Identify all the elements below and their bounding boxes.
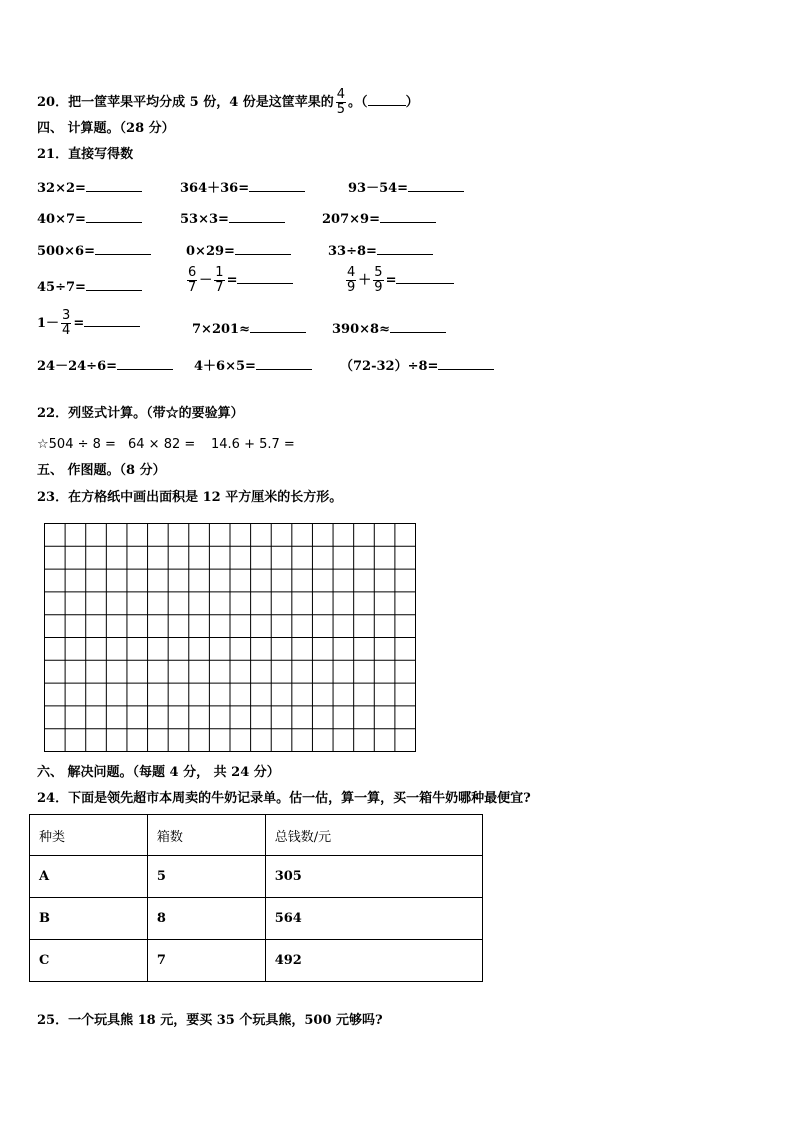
fraction: $\frac{1}{7}$: [215, 265, 224, 295]
calc-item-fraction: 1－ $\frac{3}{4}$ =: [37, 309, 140, 338]
calc-item: 364＋36=: [180, 177, 305, 197]
question-20: 20．把一筐苹果平均分成 5 份，4 份是这筐苹果的 $\frac{4}{5}$ 。（ ）: [37, 87, 419, 117]
fraction: $\frac{4}{9}$: [347, 265, 356, 295]
table-row: [30, 856, 483, 898]
milk-sales-table: [29, 814, 483, 982]
question-21-title: 21．直接写得数: [37, 147, 134, 162]
section-4-title: 四、 计算题。（28 分）: [37, 121, 175, 136]
table-cell: 7: [147, 940, 265, 982]
table-header-row: [30, 815, 483, 856]
fraction: $\frac{6}{7}$: [188, 265, 197, 295]
table-row: [30, 898, 483, 940]
question-22-title: 22．列竖式计算。（带☆的要验算）: [37, 406, 244, 421]
calc-item-fraction: $\frac{4}{9}$ ＋ $\frac{5}{9}$ =: [344, 266, 454, 295]
vertical-calc-item: ☆504 ÷ 8 =: [37, 437, 116, 452]
calc-item: 0×29=: [186, 240, 291, 260]
table-cell: 492: [265, 940, 482, 982]
grid-paper[interactable]: [44, 523, 416, 752]
calc-item: 7×201≈: [192, 318, 306, 338]
table-header-cell: 箱数: [147, 815, 265, 856]
calc-item: 40×7=: [37, 208, 142, 228]
table-row: [30, 940, 483, 982]
calc-item-fraction: $\frac{6}{7}$ － $\frac{1}{7}$ =: [185, 266, 293, 295]
question-24-title: 24．下面是领先超市本周卖的牛奶记录单。估一估，算一算，买一箱牛奶哪种最便宜?: [37, 791, 531, 806]
fraction-4-5: $\frac{4}{5}$: [336, 87, 346, 117]
table-cell: B: [30, 898, 148, 940]
table-cell: 8: [147, 898, 265, 940]
table-cell: 5: [147, 856, 265, 898]
fraction: $\frac{3}{4}$: [62, 308, 71, 338]
table-cell: C: [30, 940, 148, 982]
vertical-calc-item: 64 × 82 =: [128, 437, 196, 452]
calc-item: 500×6=: [37, 240, 151, 260]
question-25-title: 25．一个玩具熊 18 元，要买 35 个玩具熊，500 元够吗?: [37, 1013, 383, 1028]
calc-item: 33÷8=: [328, 240, 433, 260]
section-6-title: 六、 解决问题。（每题 4 分， 共 24 分）: [37, 765, 280, 780]
calc-item: 45÷7=: [37, 276, 142, 296]
calc-item: （72-32）÷8=: [340, 355, 494, 375]
calc-item: 53×3=: [180, 208, 285, 228]
table-header-cell: 种类: [30, 815, 148, 856]
table-header-cell: 总钱数/元: [265, 815, 482, 856]
calc-item: 390×8≈: [332, 318, 446, 338]
question-20-text: 20．把一筐苹果平均分成 5 份，4 份是这筐苹果的: [37, 95, 334, 110]
calc-item: 32×2=: [37, 177, 142, 197]
fraction: $\frac{5}{9}$: [374, 265, 383, 295]
table-cell: 564: [265, 898, 482, 940]
calc-item: 93－54=: [348, 177, 464, 197]
vertical-calc-item: 14.6 + 5.7 =: [211, 437, 295, 452]
answer-blank[interactable]: [368, 91, 406, 106]
calc-item: 4＋6×5=: [194, 355, 312, 375]
calc-item: 207×9=: [322, 208, 436, 228]
calc-item: 24－24÷6=: [37, 355, 173, 375]
section-5-title: 五、 作图题。（8 分）: [37, 463, 166, 478]
table-cell: A: [30, 856, 148, 898]
question-23-title: 23．在方格纸中画出面积是 12 平方厘米的长方形。: [37, 490, 343, 505]
table-cell: 305: [265, 856, 482, 898]
